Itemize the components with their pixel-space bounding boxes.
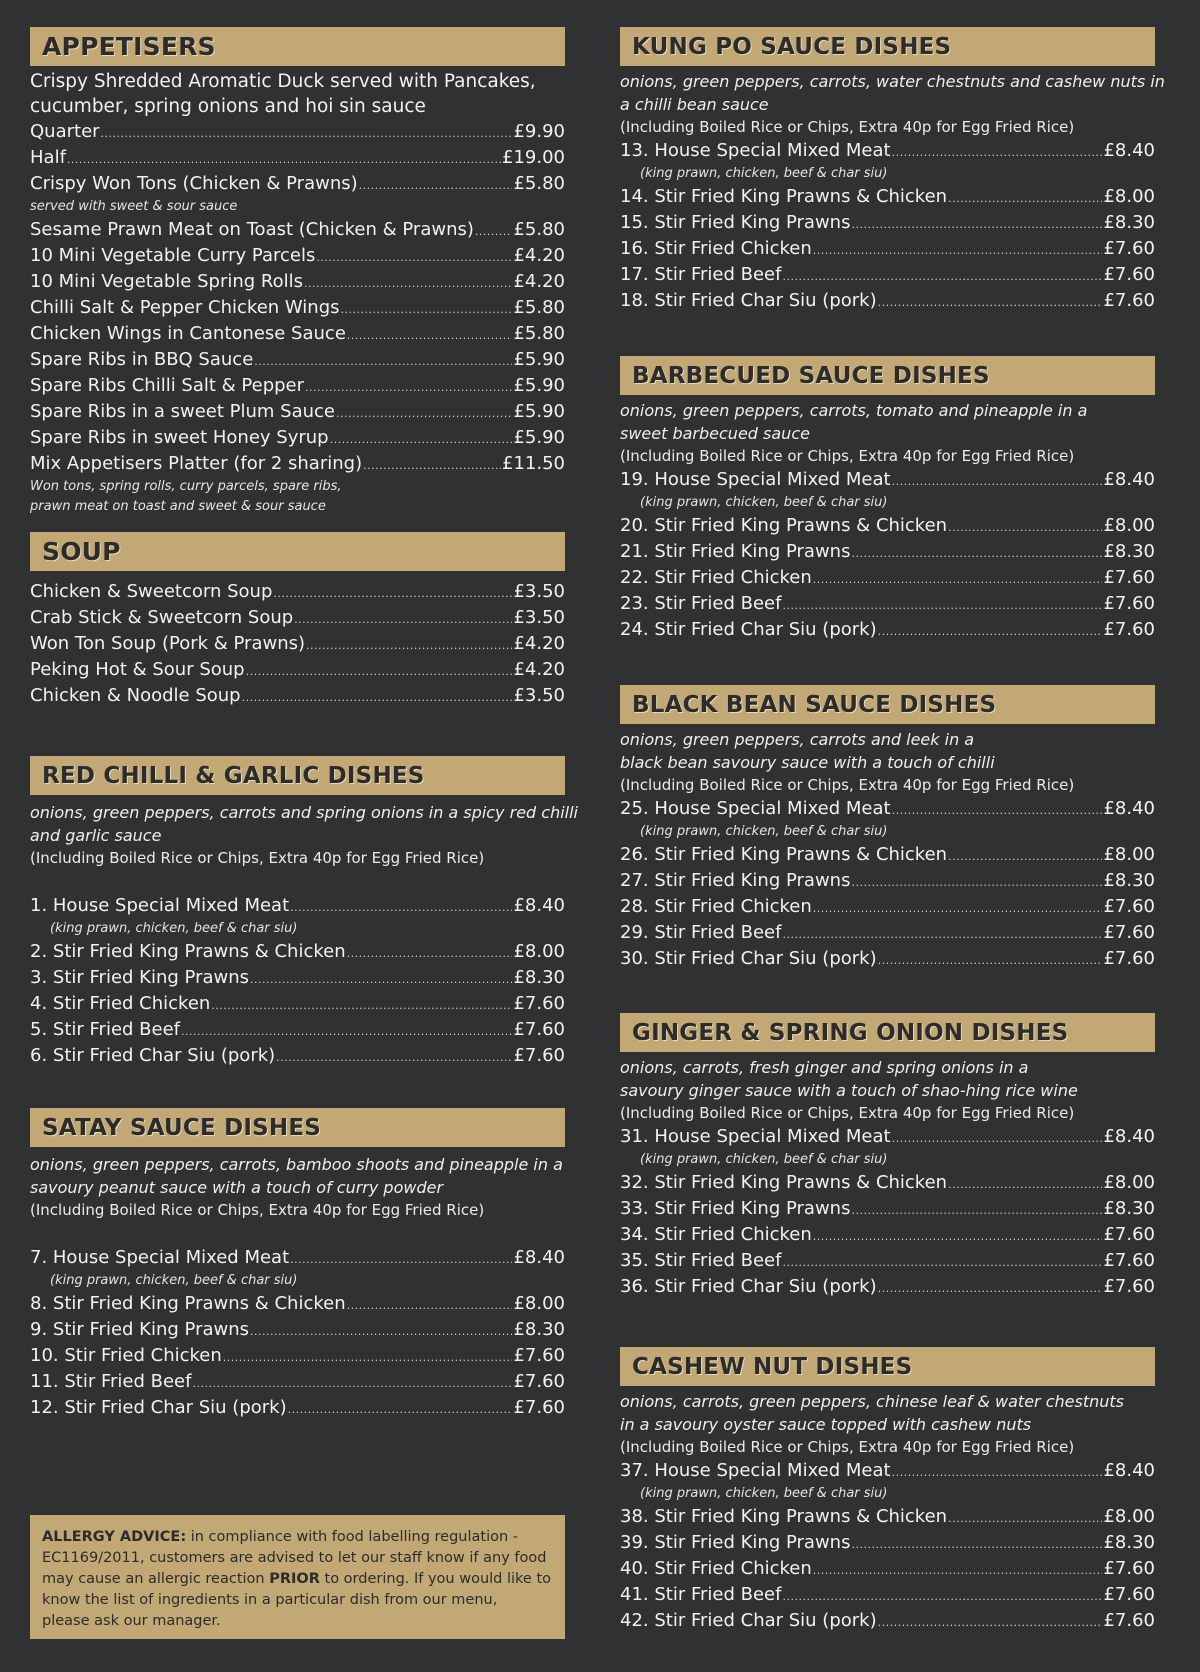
menu-item: 39. Stir Fried King Prawns ..... £8.30 <box>620 1530 1155 1556</box>
menu-item: 11. Stir Fried Beef ..... £7.60 <box>30 1369 565 1395</box>
section-description: sweet barbecued sauce <box>620 424 810 443</box>
section-description: onions, carrots, fresh ginger and spring onions in a <box>620 1058 1029 1077</box>
menu-item: 12. Stir Fried Char Siu (pork) ..... £7.60 <box>30 1395 565 1421</box>
item-note: (king prawn, chicken, beef & char siu) <box>640 1152 888 1167</box>
menu-item: 22. Stir Fried Chicken ..... £7.60 <box>620 565 1155 591</box>
section-includes: (Including Boiled Rice or Chips, Extra 40p for Egg Fried Rice) <box>620 447 1075 465</box>
section-banner <box>30 756 565 795</box>
menu-item: Spare Ribs in a sweet Plum Sauce ..... £5.90 <box>30 399 565 425</box>
section-includes: (Including Boiled Rice or Chips, Extra 40p for Egg Fried Rice) <box>30 1201 485 1219</box>
menu-item: 30. Stir Fried Char Siu (pork) ..... £7.60 <box>620 946 1155 972</box>
section-description: onions, green peppers, carrots, water chestnuts and cashew nuts in <box>620 72 1165 91</box>
menu-item: 2. Stir Fried King Prawns & Chicken ..... £8.00 <box>30 939 565 965</box>
section-title: SATAY SAUCE DISHES <box>42 1114 322 1141</box>
section-title: SOUP <box>42 537 121 566</box>
menu-item: 28. Stir Fried Chicken ..... £7.60 <box>620 894 1155 920</box>
appetisers-section <box>30 27 565 532</box>
menu-item: Spare Ribs in sweet Honey Syrup ..... £5.90 <box>30 425 565 451</box>
allergy-label: ALLERGY ADVICE: <box>42 1529 187 1545</box>
ginger-section <box>620 1013 1155 1347</box>
menu-item: 14. Stir Fried King Prawns & Chicken ..... £8.00 <box>620 184 1155 210</box>
menu-item: 19. House Special Mixed Meat ..... £8.40 <box>620 467 1155 493</box>
menu-item: 35. Stir Fried Beef ..... £7.60 <box>620 1248 1155 1274</box>
menu-item: 23. Stir Fried Beef ..... £7.60 <box>620 591 1155 617</box>
section-description: onions, green peppers, carrots and spring onions in a spicy red chilli <box>30 803 578 822</box>
section-banner <box>30 27 565 66</box>
left-column <box>30 27 578 1438</box>
section-description: savoury peanut sauce with a touch of curry powder <box>30 1178 444 1197</box>
menu-item: 9. Stir Fried King Prawns ..... £8.30 <box>30 1317 565 1343</box>
menu-item: 7. House Special Mixed Meat ..... £8.40 <box>30 1245 565 1271</box>
section-banner <box>620 685 1155 724</box>
menu-item: Quarter ..... £9.90 <box>30 119 565 145</box>
menu-item: 32. Stir Fried King Prawns & Chicken ..... £8.00 <box>620 1170 1155 1196</box>
item-note: (king prawn, chicken, beef & char siu) <box>640 495 888 510</box>
menu-item: 16. Stir Fried Chicken ..... £7.60 <box>620 236 1155 262</box>
menu-item: Chicken Wings in Cantonese Sauce ..... £5.80 <box>30 321 565 347</box>
section-title: RED CHILLI & GARLIC DISHES <box>42 762 425 789</box>
right-column <box>620 27 1165 1647</box>
menu-item: Crispy Won Tons (Chicken & Prawns) ..... £5.80 <box>30 171 565 197</box>
barbecued-section <box>620 356 1155 685</box>
section-banner <box>30 532 565 571</box>
section-banner <box>620 1013 1155 1052</box>
section-description: in a savoury oyster sauce topped with cashew nuts <box>620 1415 1032 1434</box>
menu-item: Sesame Prawn Meat on Toast (Chicken & Prawns) ..... £5.80 <box>30 217 565 243</box>
duck-description: cucumber, spring onions and hoi sin sauce <box>30 96 426 117</box>
section-description: and garlic sauce <box>30 826 162 845</box>
menu-item: 31. House Special Mixed Meat ..... £8.40 <box>620 1124 1155 1150</box>
menu-item: 27. Stir Fried King Prawns ..... £8.30 <box>620 868 1155 894</box>
section-includes: (Including Boiled Rice or Chips, Extra 40p for Egg Fried Rice) <box>620 1104 1075 1122</box>
menu-item: 17. Stir Fried Beef ..... £7.60 <box>620 262 1155 288</box>
menu-item: 24. Stir Fried Char Siu (pork) ..... £7.60 <box>620 617 1155 643</box>
menu-item: 21. Stir Fried King Prawns ..... £8.30 <box>620 539 1155 565</box>
menu-item: Chilli Salt & Pepper Chicken Wings ..... £5.80 <box>30 295 565 321</box>
section-title: BLACK BEAN SAUCE DISHES <box>632 691 997 718</box>
menu-item: Spare Ribs Chilli Salt & Pepper ..... £5.90 <box>30 373 565 399</box>
menu-item: 33. Stir Fried King Prawns ..... £8.30 <box>620 1196 1155 1222</box>
menu-item: 38. Stir Fried King Prawns & Chicken ..... £8.00 <box>620 1504 1155 1530</box>
section-banner <box>620 356 1155 395</box>
menu-item: 10. Stir Fried Chicken ..... £7.60 <box>30 1343 565 1369</box>
menu-item: 37. House Special Mixed Meat ..... £8.40 <box>620 1458 1155 1484</box>
section-description: onions, green peppers, carrots and leek in a <box>620 730 975 749</box>
section-includes: (Including Boiled Rice or Chips, Extra 40p for Egg Fried Rice) <box>620 118 1075 136</box>
item-note: (king prawn, chicken, beef & char siu) <box>640 1486 888 1501</box>
item-note: (king prawn, chicken, beef & char siu) <box>640 166 888 181</box>
menu-item: 42. Stir Fried Char Siu (pork) ..... £7.60 <box>620 1608 1155 1634</box>
menu-item: 4. Stir Fried Chicken ..... £7.60 <box>30 991 565 1017</box>
section-title: APPETISERS <box>42 32 216 61</box>
menu-item: 20. Stir Fried King Prawns & Chicken ..... £8.00 <box>620 513 1155 539</box>
menu-item: 8. Stir Fried King Prawns & Chicken ..... £8.00 <box>30 1291 565 1317</box>
menu-item: Spare Ribs in BBQ Sauce ..... £5.90 <box>30 347 565 373</box>
menu-item: 13. House Special Mixed Meat ..... £8.40 <box>620 138 1155 164</box>
menu-item: 40. Stir Fried Chicken ..... £7.60 <box>620 1556 1155 1582</box>
menu-item: 26. Stir Fried King Prawns & Chicken ..... £8.00 <box>620 842 1155 868</box>
menu-item: 41. Stir Fried Beef ..... £7.60 <box>620 1582 1155 1608</box>
menu-item: Half ..... £19.00 <box>30 145 565 171</box>
menu-item: Won Ton Soup (Pork & Prawns) ..... £4.20 <box>30 631 565 657</box>
section-description: black bean savoury sauce with a touch of chilli <box>620 753 995 772</box>
black-bean-section <box>620 685 1155 1013</box>
menu-item: 5. Stir Fried Beef ..... £7.60 <box>30 1017 565 1043</box>
menu-item: 3. Stir Fried King Prawns ..... £8.30 <box>30 965 565 991</box>
kung-po-section <box>620 27 1165 356</box>
menu-item: Chicken & Sweetcorn Soup ..... £3.50 <box>30 579 565 605</box>
menu-item: 29. Stir Fried Beef ..... £7.60 <box>620 920 1155 946</box>
section-includes: (Including Boiled Rice or Chips, Extra 40p for Egg Fried Rice) <box>620 776 1075 794</box>
item-note: (king prawn, chicken, beef & char siu) <box>50 1273 298 1288</box>
menu-item: Chicken & Noodle Soup ..... £3.50 <box>30 683 565 709</box>
menu-item: 10 Mini Vegetable Curry Parcels ..... £4.20 <box>30 243 565 269</box>
menu-item: 15. Stir Fried King Prawns ..... £8.30 <box>620 210 1155 236</box>
section-includes: (Including Boiled Rice or Chips, Extra 40p for Egg Fried Rice) <box>620 1438 1075 1456</box>
section-title: KUNG PO SAUCE DISHES <box>632 33 952 60</box>
menu-item: Crab Stick & Sweetcorn Soup ..... £3.50 <box>30 605 565 631</box>
item-note: (king prawn, chicken, beef & char siu) <box>640 824 888 839</box>
menu-item: 34. Stir Fried Chicken ..... £7.60 <box>620 1222 1155 1248</box>
section-description: onions, green peppers, carrots, tomato and pineapple in a <box>620 401 1088 420</box>
menu-item: Mix Appetisers Platter (for 2 sharing) ..... £11.50 <box>30 451 565 477</box>
section-description: onions, carrots, green peppers, chinese leaf & water chestnuts <box>620 1392 1124 1411</box>
section-description: savoury ginger sauce with a touch of shao-hing rice wine <box>620 1081 1078 1100</box>
section-title: CASHEW NUT DISHES <box>632 1353 913 1380</box>
section-description: a chilli bean sauce <box>620 95 769 114</box>
item-note: Won tons, spring rolls, curry parcels, spare ribs, <box>30 479 342 494</box>
section-description: onions, green peppers, carrots, bamboo shoots and pineapple in a <box>30 1155 563 1174</box>
cashew-section <box>620 1347 1155 1647</box>
section-title: BARBECUED SAUCE DISHES <box>632 362 990 389</box>
section-banner <box>620 1347 1155 1386</box>
red-chilli-section <box>30 756 578 1108</box>
section-banner <box>620 27 1155 66</box>
menu-item: 18. Stir Fried Char Siu (pork) ..... £7.60 <box>620 288 1155 314</box>
duck-description: Crispy Shredded Aromatic Duck served with Pancakes, <box>30 71 536 92</box>
item-note: (king prawn, chicken, beef & char siu) <box>50 921 298 936</box>
menu-item: 25. House Special Mixed Meat ..... £8.40 <box>620 796 1155 822</box>
menu-item: Peking Hot & Sour Soup ..... £4.20 <box>30 657 565 683</box>
section-title: GINGER & SPRING ONION DISHES <box>632 1019 1069 1046</box>
section-includes: (Including Boiled Rice or Chips, Extra 40p for Egg Fried Rice) <box>30 849 485 867</box>
item-note: prawn meat on toast and sweet & sour sauce <box>30 499 326 514</box>
menu-item: 6. Stir Fried Char Siu (pork) ..... £7.60 <box>30 1043 565 1069</box>
menu-item: 36. Stir Fried Char Siu (pork) ..... £7.60 <box>620 1274 1155 1300</box>
section-banner <box>30 1108 565 1147</box>
satay-section <box>30 1108 565 1438</box>
menu-item: 1. House Special Mixed Meat ..... £8.40 <box>30 893 565 919</box>
menu-item: 10 Mini Vegetable Spring Rolls ..... £4.20 <box>30 269 565 295</box>
soup-section <box>30 532 565 756</box>
allergy-advice-box: ALLERGY ADVICE: in compliance with food labelling regulation - EC1169/2011, customers are advised to let our staff know if any food may cause an allergic reaction PRIOR to ordering. If you would like to know the list of ingredients in a particular dish from our menu, please ask our manager. <box>30 1515 565 1639</box>
item-note: served with sweet & sour sauce <box>30 199 238 214</box>
